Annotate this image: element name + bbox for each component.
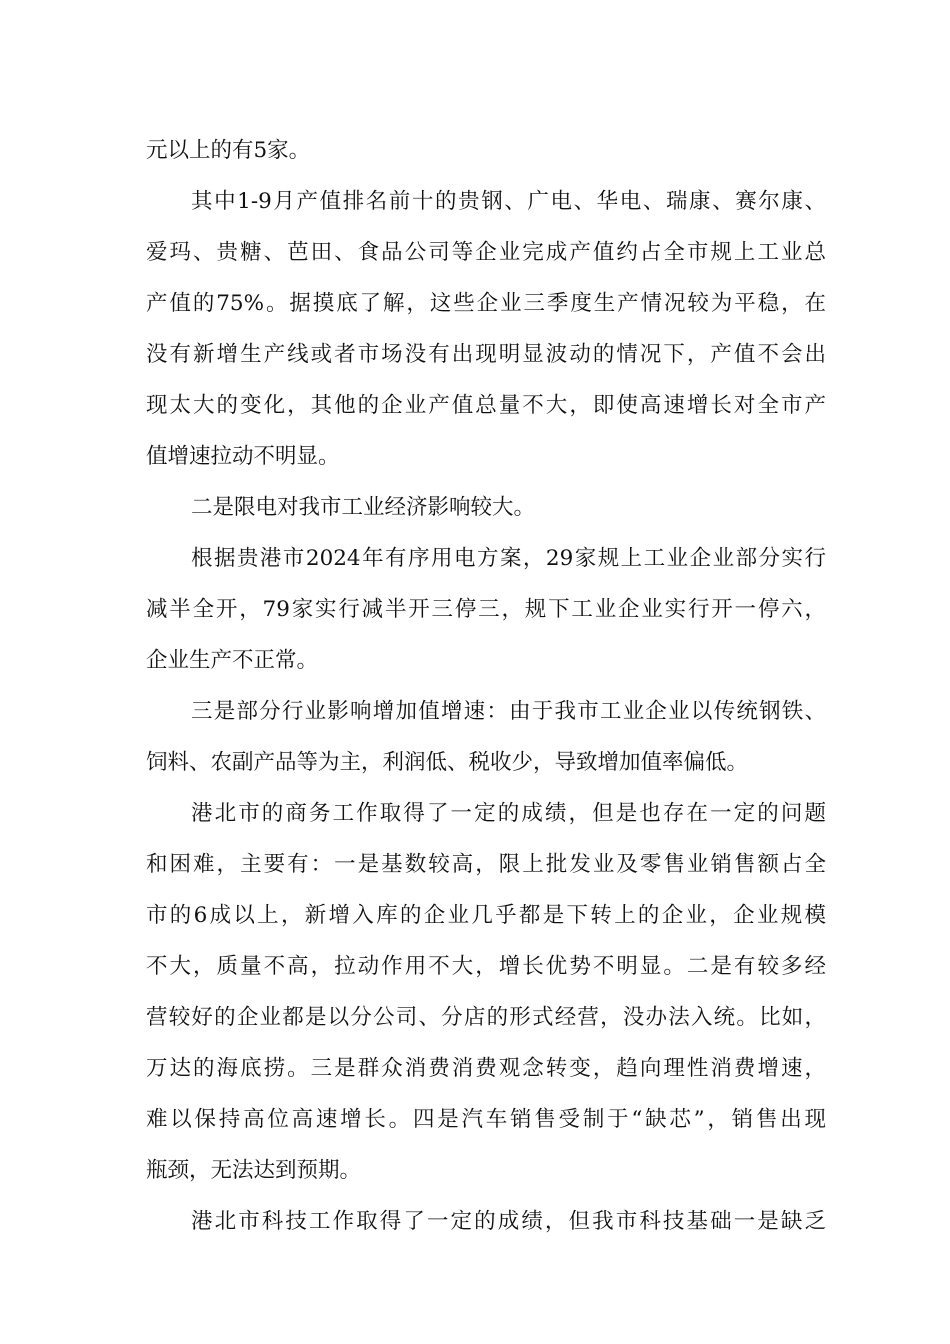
text-line: 饲料、农副产品等为主，利润低、税收少，导致增加值率偏低。 (146, 750, 749, 775)
text-line: 企业生产不正常。 (146, 648, 319, 673)
paragraph-first-line: 港北市科技工作取得了一定的成绩，但我市科技基础一是缺乏 (191, 1209, 826, 1234)
text-line: 现太大的变化，其他的企业产值总量不大，即使高速增长对全市产 (146, 393, 826, 418)
text-line: 万达的海底捞。三是群众消费消费观念转变，趋向理性消费增速， (146, 1056, 826, 1081)
text-line: 元以上的有5家。 (146, 138, 311, 163)
text-line: 产值的75%。据摸底了解，这些企业三季度生产情况较为平稳，在 (146, 291, 826, 316)
paragraph-first-line: 根据贵港市2024年有序用电方案，29家规上工业企业部分实行 (191, 546, 826, 571)
text-line: 不大，质量不高，拉动作用不大，增长优势不明显。二是有较多经 (146, 954, 826, 979)
text-line: 和困难，主要有：一是基数较高，限上批发业及零售业销售额占全 (146, 852, 826, 877)
paragraph-first-line: 港北市的商务工作取得了一定的成绩，但是也存在一定的问题 (191, 801, 826, 826)
paragraph-first-line: 其中1-9月产值排名前十的贵钢、广电、华电、瑞康、赛尔康、 (191, 189, 826, 214)
text-line: 难以保持高位高速增长。四是汽车销售受制于“缺芯”，销售出现 (146, 1107, 826, 1132)
paragraph-first-line: 三是部分行业影响增加值增速：由于我市工业企业以传统钢铁、 (191, 699, 826, 724)
text-line: 减半全开，79家实行减半开三停三，规下工业企业实行开一停六， (146, 597, 826, 622)
text-line: 市的6成以上，新增入库的企业几乎都是下转上的企业，企业规模 (146, 903, 826, 928)
text-line: 值增速拉动不明显。 (146, 444, 340, 469)
text-line: 没有新增生产线或者市场没有出现明显波动的情况下，产值不会出 (146, 342, 826, 367)
text-line: 瓶颈，无法达到预期。 (146, 1158, 362, 1183)
text-line: 爱玛、贵糖、芭田、食品公司等企业完成产值约占全市规上工业总 (146, 240, 826, 265)
section-heading: 二是限电对我市工业经济影响较大。 (191, 495, 536, 520)
text-line: 营较好的企业都是以分公司、分店的形式经营，没办法入统。比如， (146, 1005, 826, 1030)
